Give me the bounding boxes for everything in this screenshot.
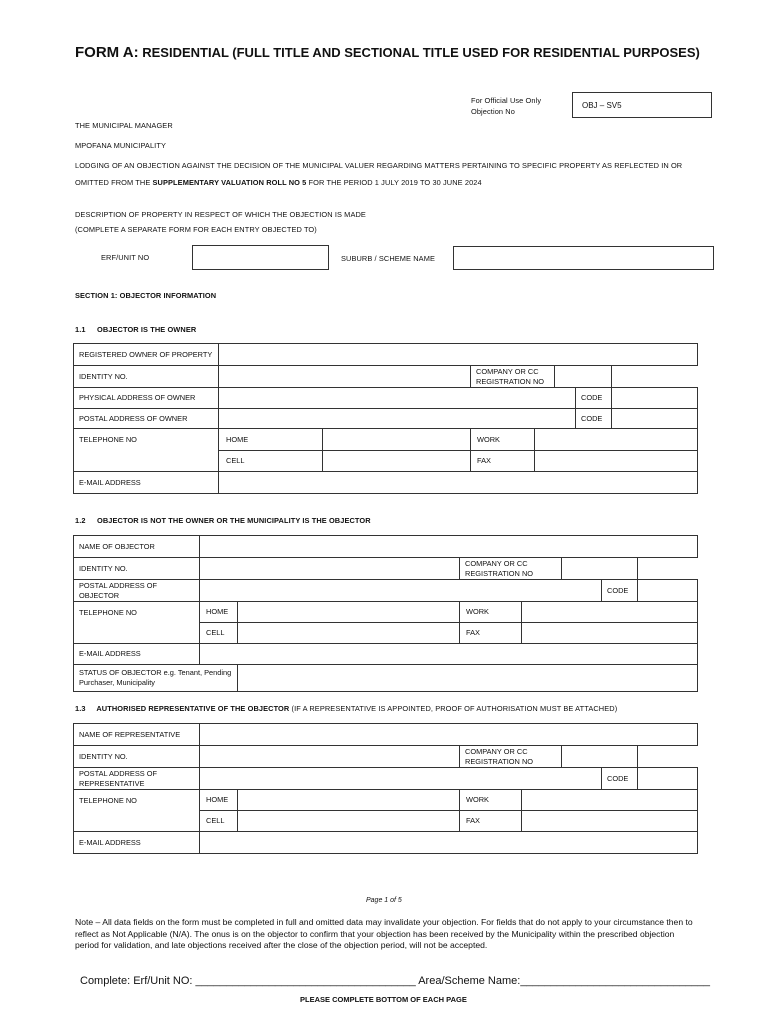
s13-fax-label: FAX	[460, 811, 522, 832]
s11-identity-input[interactable]	[219, 366, 471, 388]
s13-heading: AUTHORISED REPRESENTATIVE OF THE OBJECTOR	[96, 704, 290, 713]
lodging-line-2	[75, 178, 482, 187]
s12-work-input[interactable]	[522, 602, 698, 623]
complete-line: Complete: Erf/Unit NO: ____________________________________ Area/Scheme Name:_______________________________	[80, 975, 710, 987]
postal-address-representative-input[interactable]	[200, 768, 602, 790]
page-number: Page 1 of 5	[366, 897, 402, 904]
s12-code-input[interactable]	[638, 580, 698, 602]
s13-blank	[638, 746, 698, 768]
s11-cell-label: CELL	[219, 451, 323, 472]
s12-code-label: CODE	[602, 580, 638, 602]
s13-cell-input[interactable]	[238, 811, 460, 832]
s12-fax-label: FAX	[460, 623, 522, 644]
s11-cell-input[interactable]	[323, 451, 471, 472]
lodging-line-1: LODGING OF AN OBJECTION AGAINST THE DECISION OF THE MUNICIPAL VALUER REGARDING MATTERS PERTAINING TO SPECIFIC PROPERTY AS REFLECTED IN OR	[75, 161, 683, 170]
s12-home-label: HOME	[200, 602, 238, 623]
lodging-line-2c: FOR THE PERIOD 1 JULY 2019 TO 30 JUNE 2024	[306, 178, 482, 187]
s11-telephone-label: TELEPHONE NO	[74, 429, 219, 472]
s12-email-input[interactable]	[200, 644, 698, 665]
name-of-representative-input[interactable]	[200, 724, 698, 746]
s11-fax-label: FAX	[471, 451, 535, 472]
s11-work-label: WORK	[471, 429, 535, 451]
bottom-instruction: PLEASE COMPLETE BOTTOM OF EACH PAGE	[300, 995, 467, 1004]
s13-home-label: HOME	[200, 790, 238, 811]
erf-unit-input[interactable]	[192, 245, 329, 270]
s11-blank	[612, 366, 698, 388]
lodging-line-2a: OMITTED FROM THE	[75, 178, 153, 187]
s12-work-label: WORK	[460, 602, 522, 623]
s13-home-input[interactable]	[238, 790, 460, 811]
s13-telephone-label: TELEPHONE NO	[74, 790, 200, 832]
physical-code-label: CODE	[576, 388, 612, 409]
s12-identity-input[interactable]	[200, 558, 460, 580]
status-of-objector-label: STATUS OF OBJECTOR e.g. Tenant, Pending Purchaser, Municipality	[74, 665, 238, 692]
objection-no-box	[572, 92, 712, 118]
form-title-prefix: FORM A:	[75, 44, 139, 61]
s12-company-label: COMPANY OR CC REGISTRATION NO	[460, 558, 562, 580]
note-paragraph: Note – All data fields on the form must be completed in full and omitted data may invalidate your objection. For fields that do not apply to your circumstance then to reflect as Not Applicable (N/A). The onus is on the objector to confirm that your objection has been received by the Municipality within the prescribed objection period for validation, and late objections received after the close of the objection period, will not be accepted.	[75, 917, 693, 951]
registered-owner-input[interactable]	[219, 344, 698, 366]
s12-cell-input[interactable]	[238, 623, 460, 644]
description-line-2: (COMPLETE A SEPARATE FORM FOR EACH ENTRY OBJECTED TO)	[75, 225, 317, 234]
s13-heading-line	[75, 704, 617, 713]
s12-email-label: E-MAIL ADDRESS	[74, 644, 200, 665]
s12-fax-input[interactable]	[522, 623, 698, 644]
s11-heading: OBJECTOR IS THE OWNER	[97, 325, 197, 334]
s11-fax-input[interactable]	[535, 451, 698, 472]
s11-identity-label: IDENTITY NO.	[74, 366, 219, 388]
suburb-scheme-label: SUBURB / SCHEME NAME	[341, 254, 435, 263]
physical-address-input[interactable]	[219, 388, 576, 409]
s11-home-label: HOME	[219, 429, 323, 451]
s12-home-input[interactable]	[238, 602, 460, 623]
addressee-line-1: THE MUNICIPAL MANAGER	[75, 121, 173, 130]
s11-company-label: COMPANY OR CC REGISTRATION NO	[471, 366, 555, 388]
s12-cell-label: CELL	[200, 623, 238, 644]
status-of-objector-input[interactable]	[238, 665, 698, 692]
postal-address-objector-input[interactable]	[200, 580, 602, 602]
name-of-objector-label: NAME OF OBJECTOR	[74, 536, 200, 558]
postal-code-owner-input[interactable]	[612, 409, 698, 429]
postal-address-objector-label: POSTAL ADDRESS OF OBJECTOR	[74, 580, 200, 602]
s13-company-input[interactable]	[562, 746, 638, 768]
s13-number: 1.3	[75, 704, 86, 713]
suburb-scheme-input[interactable]	[453, 246, 714, 270]
s13-code-input[interactable]	[638, 768, 698, 790]
representative-table	[73, 723, 698, 854]
official-use-label: For Official Use Only	[471, 96, 542, 105]
registered-owner-label: REGISTERED OWNER OF PROPERTY	[74, 344, 219, 366]
valuation-roll-name: SUPPLEMENTARY VALUATION ROLL NO 5	[152, 178, 307, 187]
s12-blank	[638, 558, 698, 580]
s11-work-input[interactable]	[535, 429, 698, 451]
section-1-heading: SECTION 1: OBJECTOR INFORMATION	[75, 291, 217, 300]
physical-code-input[interactable]	[612, 388, 698, 409]
postal-address-representative-label: POSTAL ADDRESS OF REPRESENTATIVE	[74, 768, 200, 790]
s13-email-input[interactable]	[200, 832, 698, 854]
s13-identity-input[interactable]	[200, 746, 460, 768]
s13-cell-label: CELL	[200, 811, 238, 832]
postal-address-owner-label: POSTAL ADDRESS OF OWNER	[74, 409, 219, 429]
s13-identity-label: IDENTITY NO.	[74, 746, 200, 768]
form-title	[75, 44, 700, 61]
s13-email-label: E-MAIL ADDRESS	[74, 832, 200, 854]
s13-work-label: WORK	[460, 790, 522, 811]
form-title-text: RESIDENTIAL (FULL TITLE AND SECTIONAL TITLE USED FOR RESIDENTIAL PURPOSES)	[142, 45, 700, 60]
s12-identity-label: IDENTITY NO.	[74, 558, 200, 580]
s12-telephone-label: TELEPHONE NO	[74, 602, 200, 644]
objector-table	[73, 535, 698, 692]
description-line-1: DESCRIPTION OF PROPERTY IN RESPECT OF WHICH THE OBJECTION IS MADE	[75, 210, 366, 219]
objection-no-label: Objection No	[471, 107, 515, 116]
postal-code-owner-label: CODE	[576, 409, 612, 429]
s11-email-label: E-MAIL ADDRESS	[74, 472, 219, 494]
s13-heading-note: (IF A REPRESENTATIVE IS APPOINTED, PROOF OF AUTHORISATION MUST BE ATTACHED)	[289, 704, 618, 713]
s11-home-input[interactable]	[323, 429, 471, 451]
objection-no-value: OBJ – SV5	[582, 101, 622, 110]
s12-company-input[interactable]	[562, 558, 638, 580]
s11-email-input[interactable]	[219, 472, 698, 494]
s12-number: 1.2	[75, 516, 86, 525]
physical-address-label: PHYSICAL ADDRESS OF OWNER	[74, 388, 219, 409]
s13-work-input[interactable]	[522, 790, 698, 811]
s12-heading: OBJECTOR IS NOT THE OWNER OR THE MUNICIPALITY IS THE OBJECTOR	[97, 516, 371, 525]
addressee-line-2: MPOFANA MUNICIPALITY	[75, 141, 166, 150]
postal-address-owner-input[interactable]	[219, 409, 576, 429]
s11-number: 1.1	[75, 325, 86, 334]
s11-company-input[interactable]	[555, 366, 612, 388]
name-of-objector-input[interactable]	[200, 536, 698, 558]
name-of-representative-label: NAME OF REPRESENTATIVE	[74, 724, 200, 746]
owner-table	[73, 343, 698, 494]
s13-fax-input[interactable]	[522, 811, 698, 832]
erf-unit-label: ERF/UNIT NO	[101, 253, 150, 262]
s13-company-label: COMPANY OR CC REGISTRATION NO	[460, 746, 562, 768]
s13-code-label: CODE	[602, 768, 638, 790]
